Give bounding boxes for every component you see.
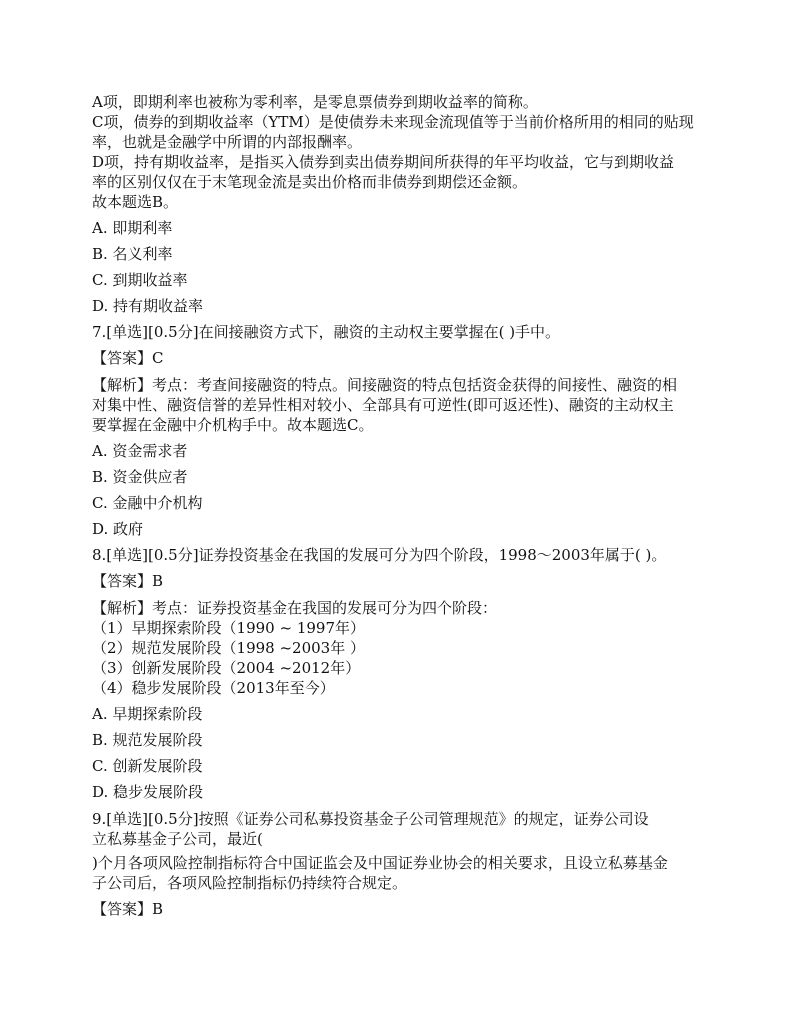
explanation-c-line1: C项，债券的到期收益率（YTM）是使债券未来现金流现值等于当前价格所用的相同的贴现	[92, 113, 694, 131]
q8-question: 8.[单选][0.5分]证券投资基金在我国的发展可分为四个阶段，1998～2003年属于( )。	[92, 546, 667, 564]
q7-analysis-line3: 要掌握在金融中介机构手中。故本题选C。	[92, 416, 374, 434]
q8-stage-3: （3）创新发展阶段（2004 ~2012年）	[92, 659, 361, 677]
q8-answer: 【答案】B	[92, 572, 164, 590]
q7-analysis-line1: 【解析】考点：考查间接融资的特点。间接融资的特点包括资金获得的间接性、融资的相	[92, 376, 678, 394]
q8-analysis: 【解析】考点：证券投资基金在我国的发展可分为四个阶段：	[92, 599, 498, 617]
q6-option-c: C. 到期收益率	[92, 271, 188, 289]
explanation-d-line2: 率的区别仅仅在于末笔现金流是卖出价格而非债券到期偿还金额。	[92, 173, 528, 191]
q9-question-line1: 9.[单选][0.5分]按照《证券公司私募投资基金子公司管理规范》的规定，证券公司设	[92, 810, 649, 828]
q8-stage-1: （1）早期探索阶段（1990 ~ 1997年）	[92, 619, 365, 637]
q6-option-d: D. 持有期收益率	[92, 297, 204, 315]
q8-option-b: B. 规范发展阶段	[92, 731, 203, 749]
q9-question-line2: 立私募基金子公司，最近(	[92, 830, 263, 848]
q9-question-line3: )个月各项风险控制指标符合中国证监会及中国证券业协会的相关要求，且设立私募基金	[92, 854, 668, 872]
q7-question: 7.[单选][0.5分]在间接融资方式下，融资的主动权主要掌握在( )手中。	[92, 323, 561, 341]
q6-option-a: A. 即期利率	[92, 219, 173, 237]
q7-option-c: C. 金融中介机构	[92, 494, 203, 512]
q8-stage-4: （4）稳步发展阶段（2013年至今）	[92, 679, 335, 697]
explanation-conclusion: 故本题选B。	[92, 193, 179, 211]
q6-explanation	[92, 92, 707, 212]
q9-answer: 【答案】B	[92, 900, 164, 918]
document-page	[92, 92, 707, 919]
q8-option-a: A. 早期探索阶段	[92, 705, 203, 723]
question-8	[92, 545, 707, 802]
q6-options	[92, 218, 707, 316]
q7-option-b: B. 资金供应者	[92, 468, 188, 486]
question-9	[92, 809, 707, 919]
q8-option-c: C. 创新发展阶段	[92, 757, 203, 775]
q7-option-d: D. 政府	[92, 520, 144, 538]
q9-question-line4: 子公司后，各项风险控制指标仍持续符合规定。	[92, 874, 408, 892]
explanation-c-line2: 率，也就是金融学中所谓的内部报酬率。	[92, 133, 363, 151]
q7-analysis-line2: 对集中性、融资信誉的差异性相对较小、全部具有可逆性(即可返还性)、融资的主动权主	[92, 396, 674, 414]
q8-option-d: D. 稳步发展阶段	[92, 783, 204, 801]
explanation-d-line1: D项，持有期收益率，是指买入债券到卖出债券期间所获得的年平均收益，它与到期收益	[92, 153, 675, 171]
explanation-a: A项，即期利率也被称为零利率，是零息票债券到期收益率的简称。	[92, 93, 538, 111]
q7-option-a: A. 资金需求者	[92, 442, 188, 460]
q7-answer: 【答案】C	[92, 349, 164, 367]
q6-option-b: B. 名义利率	[92, 245, 173, 263]
q8-stage-2: （2）规范发展阶段（1998 ~2003年 ）	[92, 639, 365, 657]
question-7	[92, 322, 707, 539]
